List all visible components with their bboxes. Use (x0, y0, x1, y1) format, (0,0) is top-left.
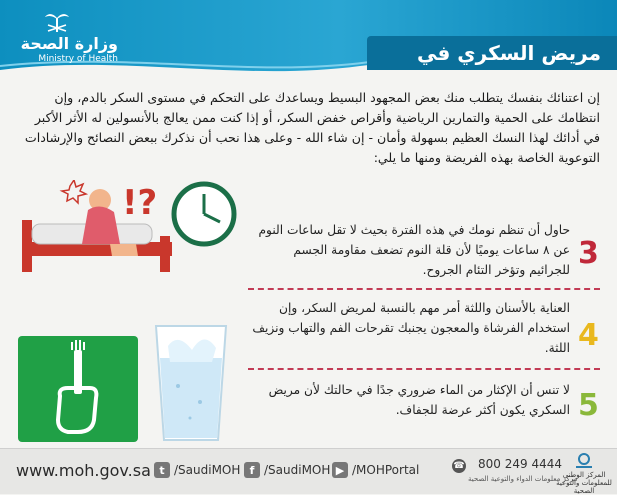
stress-burst-icon (62, 180, 86, 203)
health-info-center-logo (556, 453, 612, 495)
toothbrush-card (18, 336, 138, 442)
center-logo-text: المركز الوطني للمعلومات والتوعية الصحية (556, 471, 612, 495)
logo-english: Ministry of Health (38, 54, 118, 64)
tip-text: لا تنس أن الإكثار من الماء ضروري جدًا في حالتك لأن مريض السكري يكون أكثر عرضة للجفاف. (268, 383, 570, 417)
social-handle: /MOHPortal (352, 463, 420, 477)
social-handle: /SaudiMOH (264, 463, 331, 477)
toothbrush-hand-icon (18, 336, 138, 442)
social-youtube[interactable] (332, 462, 419, 478)
phone-icon: ☎ (453, 461, 465, 471)
divider (248, 368, 600, 370)
page-title: مريض السكري في (367, 36, 617, 70)
sleepless-illustration (18, 180, 248, 276)
intro-paragraph: إن اعتنائك بنفسك يتطلب منك بعض المجهود البسيط ويساعدك على التحكم في مستوى السكر بالدم، وإن انتظامك على الحمية والتمارين الرياضية وأقراص خفض السكر، أو إذا كنت ممن يعالج بالأنسولين له الأثر الأكبر في أدائك لهذا النسك العظيم بسهولة وأمان - إن شاء الله - وعلى هذا نحب أن نذكرك ببعض النصائح والإرشادات التوعوية الخاصة بهذه الفريضة ومنها ما يلي: (24, 90, 600, 165)
center-logo-icon (573, 453, 595, 469)
water-glass-icon (148, 306, 234, 446)
tip-number: 5 (578, 388, 599, 423)
clock-icon (174, 184, 234, 244)
tip-text: حاول أن تنظم نومك في هذه الفترة بحيث لا تقل ساعات النوم عن ٨ ساعات يوميًا لأن قلة النوم تضعف مقاومة الجسم للجرائيم وتؤخر التئام الجروح. (258, 223, 570, 277)
footer (0, 448, 617, 494)
divider (248, 288, 600, 290)
website-link[interactable]: www.moh.gov.sa (16, 461, 151, 480)
tip-number: 4 (578, 318, 599, 353)
tip-text: العناية بالأسنان واللثة أمر مهم بالنسبة لمريض السكر، وإن استخدام الفرشاة والمعجون يجنبك تقرحات الفم والتهاب ونزيف اللثة. (252, 301, 570, 355)
phone-number[interactable]: 800 249 4444 (478, 457, 562, 471)
facebook-icon: f (244, 462, 260, 478)
twitter-icon: t (154, 462, 170, 478)
palm-swords-icon (44, 10, 70, 34)
social-twitter[interactable] (154, 462, 240, 478)
social-handle: /SaudiMOH (174, 463, 241, 477)
youtube-icon: ▶ (332, 462, 348, 478)
question-exclamation-marks: !? (122, 183, 158, 223)
tip-number: 3 (578, 236, 599, 271)
header-banner (0, 0, 617, 74)
social-facebook[interactable] (244, 462, 330, 478)
logo-arabic: وزارة الصحة (20, 34, 118, 53)
phone-caption: مركز معلومات الدواء والتوعية الصحية (468, 475, 578, 483)
